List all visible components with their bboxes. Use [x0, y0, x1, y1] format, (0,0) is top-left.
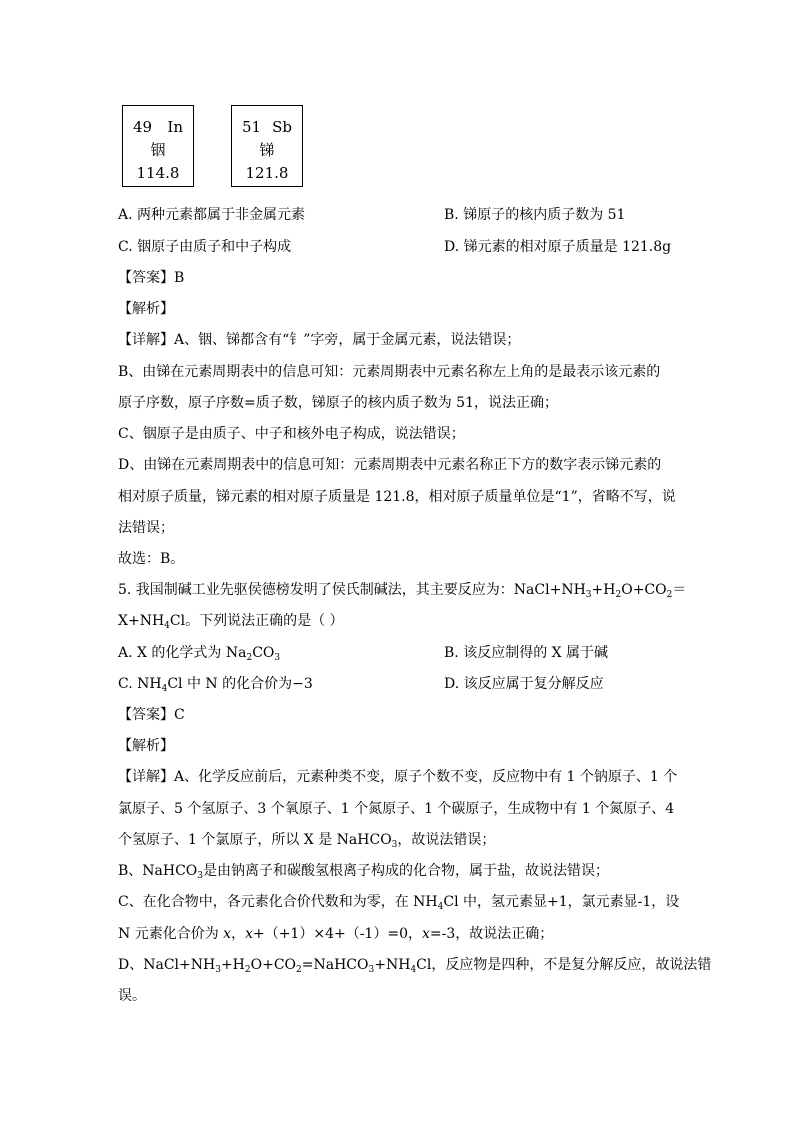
q5-option-c: C. $NH_4Cl$ 中 N 的化合价为−3 — [118, 676, 313, 694]
atomic-mass: 114.8 — [136, 164, 180, 182]
q4-option-c: C. 铟原子由质子和中子构成 — [118, 239, 292, 255]
q4-detail-line: D、由锑在元素周期表中的信息可知：元素周期表中元素名称正下方的数字表示锑元素的 — [118, 457, 662, 473]
element-card-antimony — [231, 105, 303, 187]
q5-answer: 【答案】C — [118, 707, 185, 723]
q4-option-a: A. 两种元素都属于非金属元素 — [118, 207, 306, 223]
q5-stem-line1: 5. 我国制碱工业先驱侯德榜发明了侯氏制碱法，其主要反应为：$NaCl+NH_3+H_2O+CO_2=$ — [118, 582, 687, 600]
q4-analysis-heading: 【解析】 — [118, 301, 174, 317]
atomic-number: 51 — [242, 118, 262, 136]
q5-detail-line: B、NaHCO$_3$是由钠离子和碳酸氢根离子构成的化合物，属于盐，故说法错误； — [118, 863, 610, 881]
q5-analysis-heading: 【解析】 — [118, 738, 174, 754]
q4-detail-line: C、铟原子是由质子、中子和核外电子构成，说法错误； — [118, 426, 465, 442]
atomic-mass: 121.8 — [245, 164, 289, 182]
q4-conclusion: 故选：B。 — [118, 551, 185, 567]
q5-option-a: A. X 的化学式为 $Na_2CO_3$ — [118, 645, 281, 663]
element-symbol: Sb — [272, 118, 292, 136]
q5-detail-line: D、$NaCl+NH_3+H_2O+CO_2=NaHCO_3+NH_4Cl$，反应物是四种，不是复分解反应，故说法错 — [118, 957, 712, 975]
q5-detail-line: 误。 — [118, 988, 146, 1004]
atomic-number: 49 — [133, 118, 153, 136]
q4-detail-line: 法错误； — [118, 520, 174, 536]
q4-option-b: B. 锑原子的核内质子数为 51 — [444, 207, 626, 223]
element-card-indium — [122, 105, 194, 187]
q4-detail-line: 相对原子质量，锑元素的相对原子质量是 121.8，相对原子质量单位是“1”，省略不写，说 — [118, 489, 676, 505]
q5-detail-line: C、在化合物中，各元素化合价代数和为零，在 $NH_4Cl$ 中，氢元素显+1，氯元素显-1，设 — [118, 894, 680, 912]
q4-detail-line: 【详解】A、铟、锑都含有“钅”字旁，属于金属元素，说法错误； — [118, 332, 521, 348]
q5-detail-line: 【详解】A、化学反应前后，元素种类不变，原子个数不变，反应物中有 1 个钠原子、1 个 — [118, 769, 678, 785]
element-name: 铟 — [150, 141, 166, 159]
q4-option-d: D. 锑元素的相对原子质量是 121.8g — [444, 239, 672, 255]
q5-detail-line: N 元素化合价为 x，x+（+1）×4+（-1）=0，x=-3，故说法正确； — [118, 926, 554, 942]
q5-detail-line: 个氢原子、1 个氯原子，所以 X 是 NaHCO$_3$，故说法错误； — [118, 832, 496, 850]
q5-option-d: D. 该反应属于复分解反应 — [444, 676, 604, 692]
q4-detail-line: 原子序数，原子序数=质子数，锑原子的核内质子数为 51，说法正确； — [118, 395, 558, 411]
q5-option-b: B. 该反应制得的 X 属于碱 — [444, 645, 609, 661]
element-name: 锑 — [259, 141, 275, 159]
q5-stem-line2: $X+NH_4Cl$。下列说法正确的是（ ） — [118, 613, 344, 631]
element-symbol: In — [167, 118, 183, 136]
q4-answer: 【答案】B — [118, 270, 185, 286]
q4-detail-line: B、由锑在元素周期表中的信息可知：元素周期表中元素名称左上角的是最表示该元素的 — [118, 364, 661, 380]
q5-detail-line: 氯原子、5 个氢原子、3 个氧原子、1 个氮原子、1 个碳原子，生成物中有 1 个氮原子、4 — [118, 801, 675, 817]
